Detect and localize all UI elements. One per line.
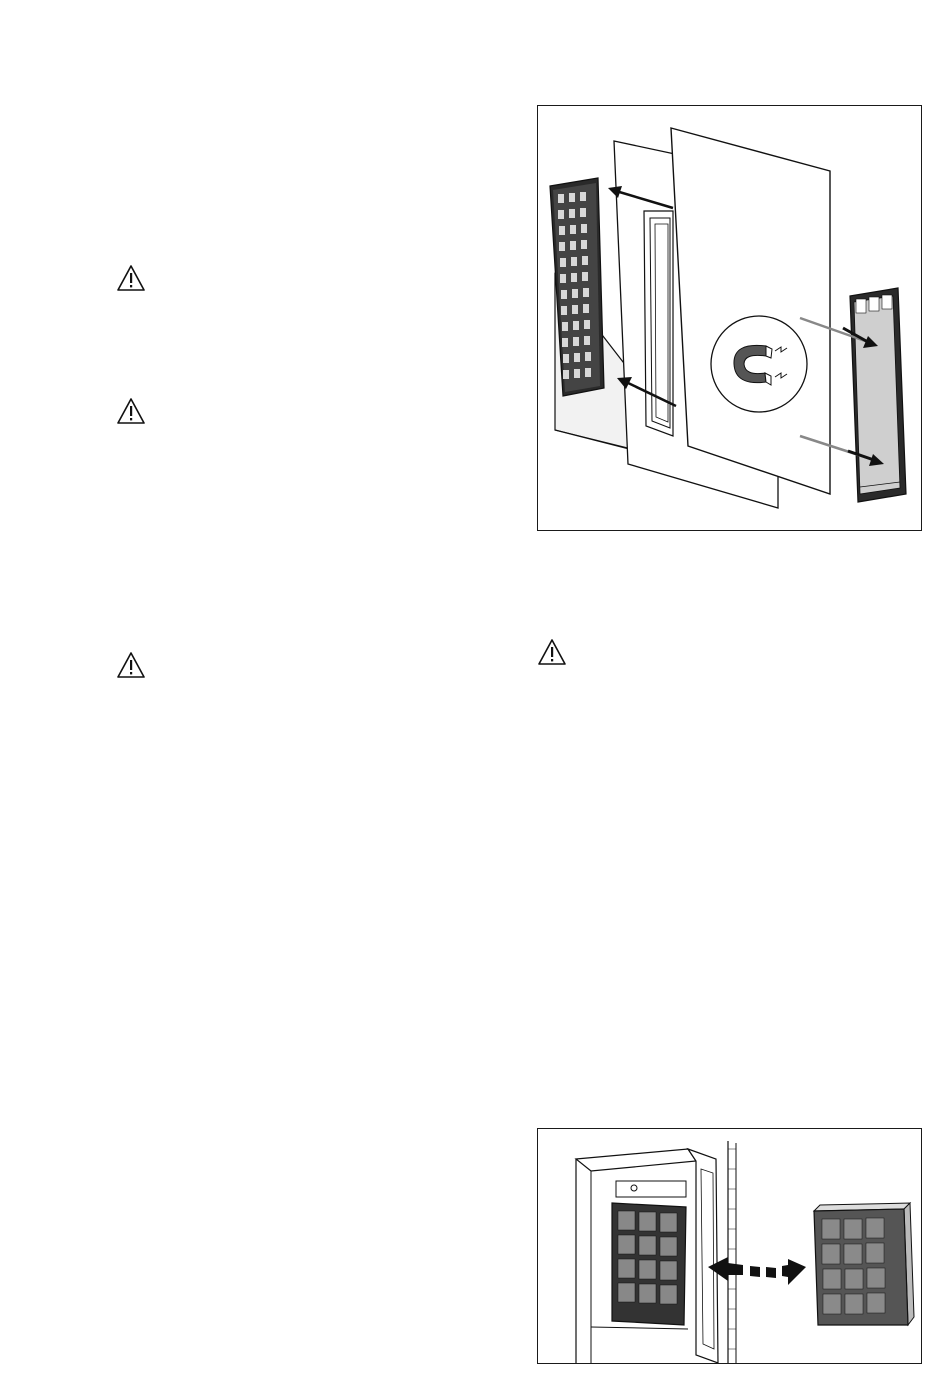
charcoal-filter-right <box>850 288 906 502</box>
door-panel-filter-removal-illustration <box>537 105 922 531</box>
magnet-icon <box>711 316 807 412</box>
double-arrow-icon <box>708 1257 806 1285</box>
filter-replacement-illustration <box>537 1128 922 1364</box>
replacement-filter <box>814 1203 914 1325</box>
warning-triangle-icon <box>116 397 146 425</box>
warning-triangle-icon <box>116 264 146 292</box>
warning-triangle-icon <box>537 638 567 666</box>
filter-in-door <box>612 1203 686 1325</box>
warning-triangle-icon <box>116 651 146 679</box>
